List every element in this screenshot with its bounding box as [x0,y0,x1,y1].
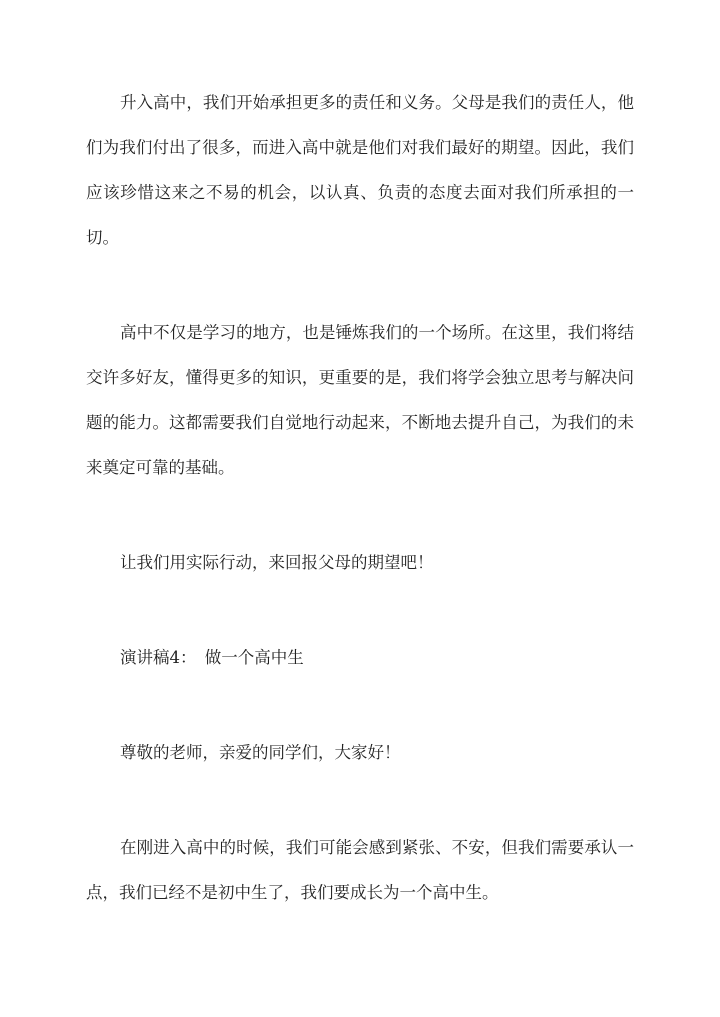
speech-title: 演讲稿4： 做一个高中生 [120,648,304,667]
speech-greeting: 尊敬的老师，亲爱的同学们，大家好！ [120,743,401,762]
document-body [86,80,634,915]
paragraph-no-longer-junior: 在刚进入高中的时候，我们可能会感到紧张、不安，但我们需要承认一点，我们已经不是初中生了，我们要成长为一个高中生。 [86,838,634,902]
paragraph-high-school-training: 高中不仅是学习的地方，也是锤炼我们的一个场所。在这里，我们将结交许多好友，懂得更多的知识，更重要的是，我们将学会独立思考与解决问题的能力。这都需要我们自觉地行动起来，不断地去提升自己，为我们的未来奠定可靠的基础。 [86,323,634,477]
paragraph-repay-parents: 让我们用实际行动，来回报父母的期望吧！ [120,553,434,572]
paragraph-entering-high-school: 升入高中，我们开始承担更多的责任和义务。父母是我们的责任人，他们为我们付出了很多，而进入高中就是他们对我们最好的期望。因此，我们应该珍惜这来之不易的机会，以认真、负责的态度去面对我们所承担的一切。 [86,93,634,247]
